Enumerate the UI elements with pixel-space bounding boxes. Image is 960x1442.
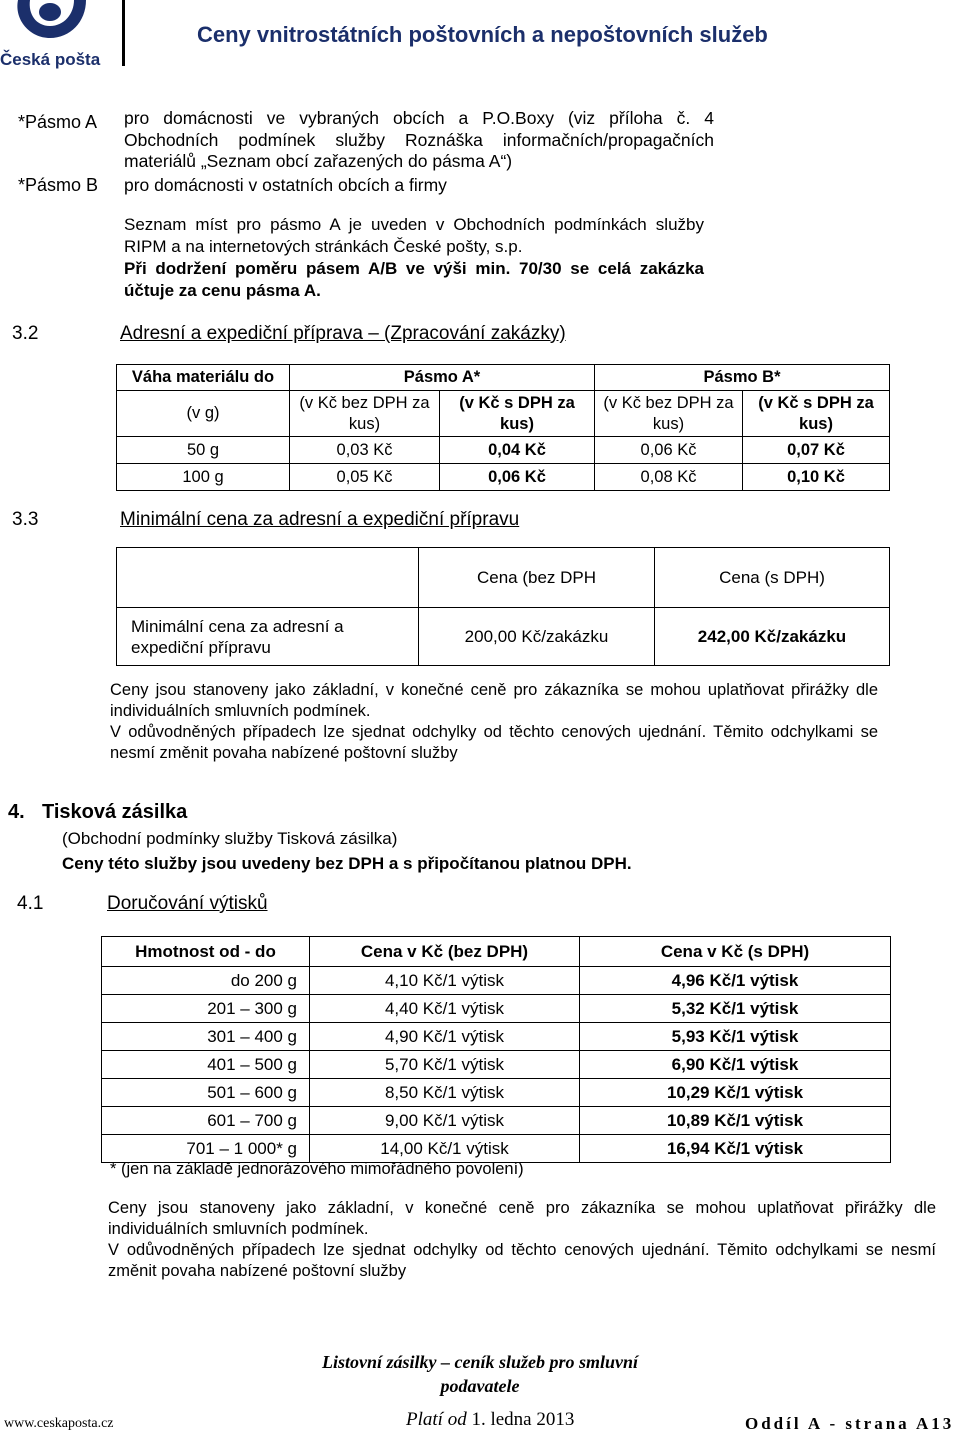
header-divider (122, 0, 125, 66)
table-row (117, 608, 890, 666)
footer-section: Oddíl A - strana A13 (745, 1414, 955, 1433)
zone-a-label: *Pásmo A (18, 112, 98, 132)
table-row (102, 1135, 891, 1163)
zone-b-label: *Pásmo B (18, 175, 99, 195)
cell: 5,70 Kč/1 výtisk (310, 1051, 580, 1079)
zone-note: Seznam míst pro pásmo A je uveden v Obchodních podmínkách služby RIPM a na internetových stránkách České pošty, s.p. (124, 215, 704, 256)
header-cell: Pásmo A* (290, 365, 595, 391)
header-cell: (v Kč s DPH za kus) (743, 391, 890, 437)
cell: 601 – 700 g (102, 1107, 310, 1135)
section-number: 4.1 (17, 893, 44, 914)
document-title: Ceny vnitrostátních poštovních a nepoštovních služeb (197, 22, 768, 47)
cell: 100 g (117, 464, 290, 491)
cell: 0,03 Kč (290, 437, 440, 464)
deviation-note: V odůvodněných případech lze sjednat odchylky od těchto cenových ujednání. Těmito odchylkami se nesmí změnit povaha nabízené poštovní služby (108, 1241, 936, 1280)
cell: 10,89 Kč/1 výtisk (580, 1107, 891, 1135)
cell: 0,06 Kč (440, 464, 595, 491)
zone-b-text: pro domácnosti v ostatních obcích a firmy (124, 175, 447, 195)
logo-text: Česká pošta (0, 50, 101, 69)
cell: do 200 g (102, 967, 310, 995)
zone-a-text: pro domácnosti ve vybraných obcích a P.O.Boxy (viz příloha č. 4 Obchodních podmínek služby Roznáška informačních/propagačních materiálů „Seznam obcí zařazených do pásma A“) (124, 108, 714, 171)
section-number: 3.2 (12, 323, 39, 344)
cell: 401 – 500 g (102, 1051, 310, 1079)
cell: 10,29 Kč/1 výtisk (580, 1079, 891, 1107)
section-title: Doručování výtisků (107, 893, 268, 914)
section-title: Minimální cena za adresní a expediční přípravu (120, 509, 520, 530)
table-row (102, 1023, 891, 1051)
cell: 0,04 Kč (440, 437, 595, 464)
cell: 16,94 Kč/1 výtisk (580, 1135, 891, 1163)
footnote: * (jen na základě jednorázového mimořádného povolení) (110, 1160, 524, 1178)
cell: 6,90 Kč/1 výtisk (580, 1051, 891, 1079)
table-row (102, 1079, 891, 1107)
cell: 5,93 Kč/1 výtisk (580, 1023, 891, 1051)
header-cell: (v Kč bez DPH za kus) (290, 391, 440, 437)
footer-validity (406, 1409, 574, 1431)
header-cell: Cena v Kč (bez DPH) (310, 937, 580, 967)
cell: 4,96 Kč/1 výtisk (580, 967, 891, 995)
cell: 301 – 400 g (102, 1023, 310, 1051)
table-address-prep (116, 364, 890, 491)
header-cell: (v g) (117, 391, 290, 437)
validity-prefix: Platí od (406, 1409, 467, 1430)
cell: 5,32 Kč/1 výtisk (580, 995, 891, 1023)
table-min-price (116, 547, 890, 666)
pricing-note: Ceny jsou stanoveny jako základní, v konečné ceně pro zákazníka se mohou uplatňovat přirážky dle individuálních smluvních podmínek. (108, 1199, 936, 1238)
row-label: Minimální cena za adresní a expediční přípravu (117, 608, 419, 666)
table-row (102, 1051, 891, 1079)
cell: 242,00 Kč/zakázku (655, 608, 890, 666)
zone-note-bold: Při dodržení poměru pásem A/B ve výši min. 70/30 se celá zakázka účtuje za cenu pásma A. (124, 259, 704, 300)
header-cell: (v Kč bez DPH za kus) (595, 391, 743, 437)
section-title: Adresní a expediční příprava – (Zpracování zakázky) (120, 323, 566, 344)
section-subtitle: (Obchodní podmínky služby Tisková zásilka) (62, 829, 398, 848)
table-row (117, 464, 890, 491)
header-cell: Hmotnost od - do (102, 937, 310, 967)
section-number: 4. (8, 801, 25, 823)
deviation-note: V odůvodněných případech lze sjednat odchylky od těchto cenových ujednání. Těmito odchylkami se nesmí změnit povaha nabízené poštovní služby (110, 723, 878, 762)
table-row (102, 967, 891, 995)
cell: 9,00 Kč/1 výtisk (310, 1107, 580, 1135)
header-cell: Cena v Kč (s DPH) (580, 937, 891, 967)
cell: 8,50 Kč/1 výtisk (310, 1079, 580, 1107)
cell: 501 – 600 g (102, 1079, 310, 1107)
cell: 0,08 Kč (595, 464, 743, 491)
table-row (102, 995, 891, 1023)
table-row (117, 437, 890, 464)
footer-title: Listovní zásilky – ceník služeb pro smluvní podavatele (321, 1352, 639, 1396)
pricing-note: Ceny jsou stanoveny jako základní, v konečné ceně pro zákazníka se mohou uplatňovat přirážky dle individuálních smluvních podmínek. (110, 681, 878, 720)
cell: 200,00 Kč/zakázku (419, 608, 655, 666)
section-title: Tisková zásilka (42, 801, 188, 823)
cell: 0,06 Kč (595, 437, 743, 464)
cell: 0,10 Kč (743, 464, 890, 491)
validity-date: 1. ledna 2013 (471, 1409, 575, 1430)
header-cell: Cena (s DPH) (655, 548, 890, 608)
cell: 0,05 Kč (290, 464, 440, 491)
cell: 4,40 Kč/1 výtisk (310, 995, 580, 1023)
footer-url[interactable]: www.ceskaposta.cz (4, 1416, 114, 1431)
cell: 4,90 Kč/1 výtisk (310, 1023, 580, 1051)
header-cell: Cena (bez DPH (419, 548, 655, 608)
cell: 201 – 300 g (102, 995, 310, 1023)
header-cell: Pásmo B* (595, 365, 890, 391)
cell: 4,10 Kč/1 výtisk (310, 967, 580, 995)
cell: 14,00 Kč/1 výtisk (310, 1135, 580, 1163)
cell: 701 – 1 000* g (102, 1135, 310, 1163)
section-subtitle-bold: Ceny této služby jsou uvedeny bez DPH a s připočítanou platnou DPH. (62, 854, 632, 873)
cell: 0,07 Kč (743, 437, 890, 464)
empty-cell (117, 548, 419, 608)
header-cell: Váha materiálu do (117, 365, 290, 391)
section-number: 3.3 (12, 509, 39, 530)
table-row (102, 1107, 891, 1135)
table-print-delivery (101, 936, 891, 1163)
header-cell: (v Kč s DPH za kus) (440, 391, 595, 437)
cell: 50 g (117, 437, 290, 464)
